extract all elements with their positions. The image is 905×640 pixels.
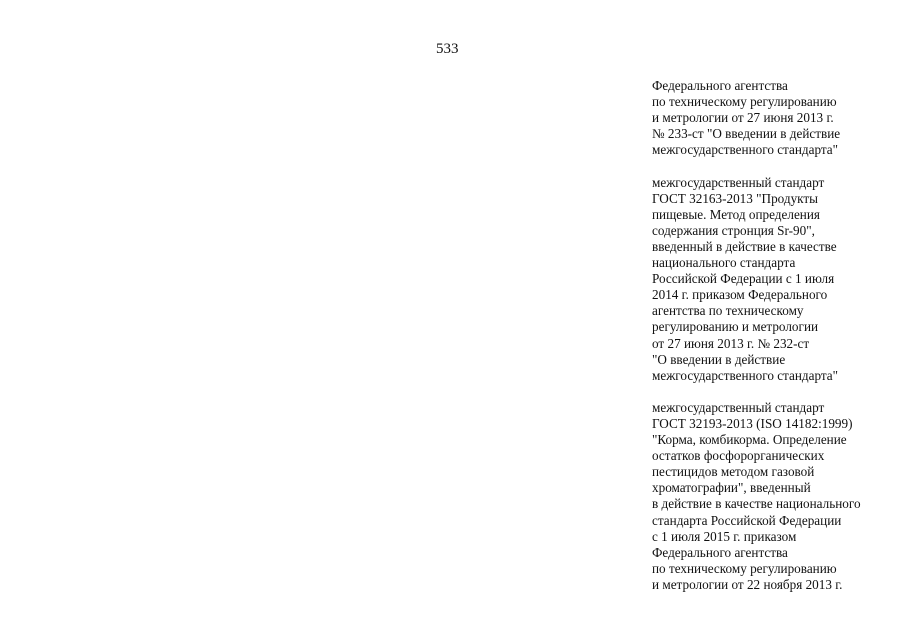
text-line: "Корма, комбикорма. Определение [652,432,847,448]
text-line: содержания стронция Sr-90", [652,222,815,238]
text-block-order-233 [652,78,897,158]
text-line: Российской Федерации с 1 июля [652,271,835,287]
text-line: пищевые. Метод определения [652,206,820,222]
text-line: ГОСТ 32193-2013 (ISO 14182:1999) [652,415,853,431]
text-line: остатков фосфорорганических [652,448,825,464]
text-line: и метрологии от 22 ноября 2013 г. [652,576,843,592]
text-line: межгосударственный стандарт [652,399,825,415]
page-number: 533 [436,41,459,57]
text-line: стандарта Российской Федерации [652,512,842,528]
document-text-column [652,78,897,609]
text-line: в действие в качестве национального [652,496,861,512]
text-line: введенный в действие в качестве [652,238,837,254]
text-block-gost-32163 [652,175,897,384]
text-line: межгосударственного стандарта" [652,367,839,383]
text-line: от 27 июня 2013 г. № 232-ст [652,335,810,351]
text-line: "О введении в действие [652,351,786,367]
text-line: ГОСТ 32163-2013 "Продукты [652,190,819,206]
text-line: регулированию и метрологии [652,319,819,335]
text-line: Федерального агентства [652,78,788,93]
text-line: межгосударственного стандарта" [652,142,839,158]
text-line: агентства по техническому [652,303,804,319]
text-line: по техническому регулированию [652,94,837,110]
text-line: с 1 июля 2015 г. приказом [652,528,797,544]
text-line: № 233-ст "О введении в действие [652,126,841,142]
text-line: по техническому регулированию [652,560,837,576]
text-line: 2014 г. приказом Федерального [652,287,828,303]
text-line: национального стандарта [652,255,796,271]
text-line: хроматографии", введенный [652,480,811,496]
text-line: и метрологии от 27 июня 2013 г. [652,110,834,126]
text-line: пестицидов методом газовой [652,464,815,480]
text-block-gost-32193 [652,400,897,593]
text-line: Федерального агентства [652,544,788,560]
text-line: межгосударственный стандарт [652,174,825,190]
